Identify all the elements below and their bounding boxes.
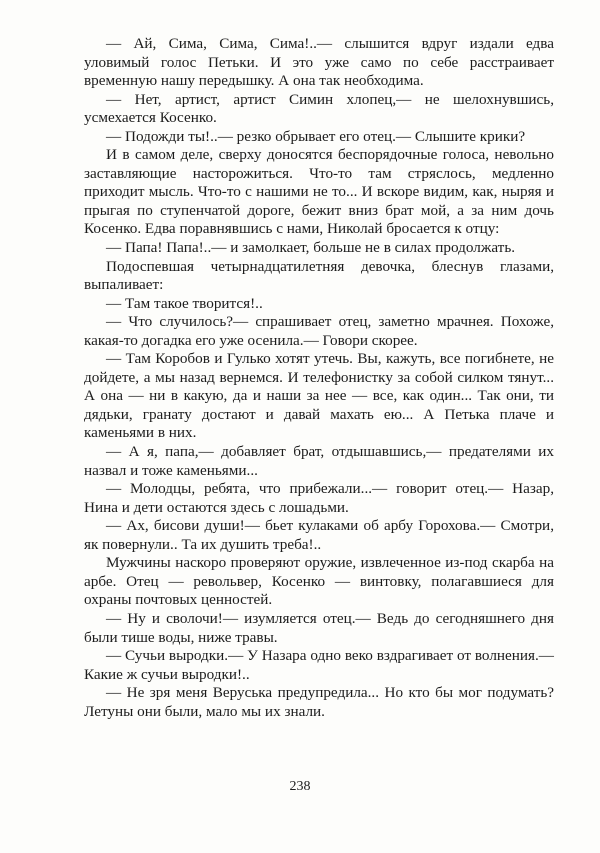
paragraph: — Подожди ты!..— резко обрывает его отец.— Слышите крики? [106, 127, 526, 145]
body-text [84, 35, 554, 721]
paragraph: — Ах, бисови души!— бьет кулаками об арбу Горохова.— Смотри, як повернули.. Та их душить треба!.. [84, 517, 554, 553]
paragraph: — Там Коробов и Гулько хотят утечь. Вы, кажуть, все погибнете, не дойдете, а мы назад вернемся. И телефонистку за собой силком тянут... А она — ни в какую, да и наши за нее — все, как один... Так они, ти дядьки, гранату достают и давай махать ею... А Петька плаче и каменьями в них. [84, 350, 554, 442]
paragraph: — Нет, артист, артист Симин хлопец,— не шелохнувшись, усмехается Косенко. [84, 90, 554, 127]
paragraph: И в самом деле, сверху доносятся беспорядочные голоса, невольно заставляющие насторожиться. Что-то там стряслось, медленно приходит мысль. Что-то с нашими не то... И вскоре видим, как, ныряя и прыгая по ступенчатой дороге, бежит вниз брат мой, а за ним дочь Косенко. Едва поравнявшись с нами, Николай бросается к отцу: [84, 146, 554, 238]
paragraph: — Не зря меня Веруська предупредила... Но кто бы мог подумать? Летуны они были, мало мы их знали. [84, 684, 554, 720]
paragraph: — Ай, Сима, Сима, Сима!..— слышится вдруг издали едва уловимый голос Петьки. И это уже само по себе расстраивает временную нашу передышку. А она так необходима. [84, 35, 554, 90]
page-number: 238 [289, 779, 311, 794]
paragraph: Подоспевшая четырнадцатилетняя девочка, блеснув глазами, выпаливает: [84, 257, 554, 294]
paragraph: — Ну и сволочи!— изумляется отец.— Ведь до сегодняшнего дня были тише воды, ниже травы. [84, 609, 554, 646]
paragraph: — Папа! Папа!..— и замолкает, больше не в силах продолжать. [106, 239, 516, 257]
paragraph: — Молодцы, ребята, что прибежали...— говорит отец.— Назар, Нина и дети остаются здесь с лошадьми. [84, 480, 554, 516]
paragraph: — Что случилось?— спрашивает отец, заметно мрачнея. Похоже, какая-то догадка его уже осенила.— Говори скорее. [84, 313, 554, 349]
paragraph: Мужчины наскоро проверяют оружие, извлеченное из-под скарба на арбе. Отец — револьвер, Косенко — винтовку, полагавшиеся для охраны почтовых ценностей. [84, 554, 554, 609]
paragraph: — Сучьи выродки.— У Назара одно веко вздрагивает от волнения.— Какие ж сучьи выродки!.. [84, 647, 554, 683]
paragraph: — Там такое творится!.. [106, 294, 263, 312]
paragraph: — А я, папа,— добавляет брат, отдышавшись,— предателями их назвал и тоже каменьями... [84, 443, 554, 479]
